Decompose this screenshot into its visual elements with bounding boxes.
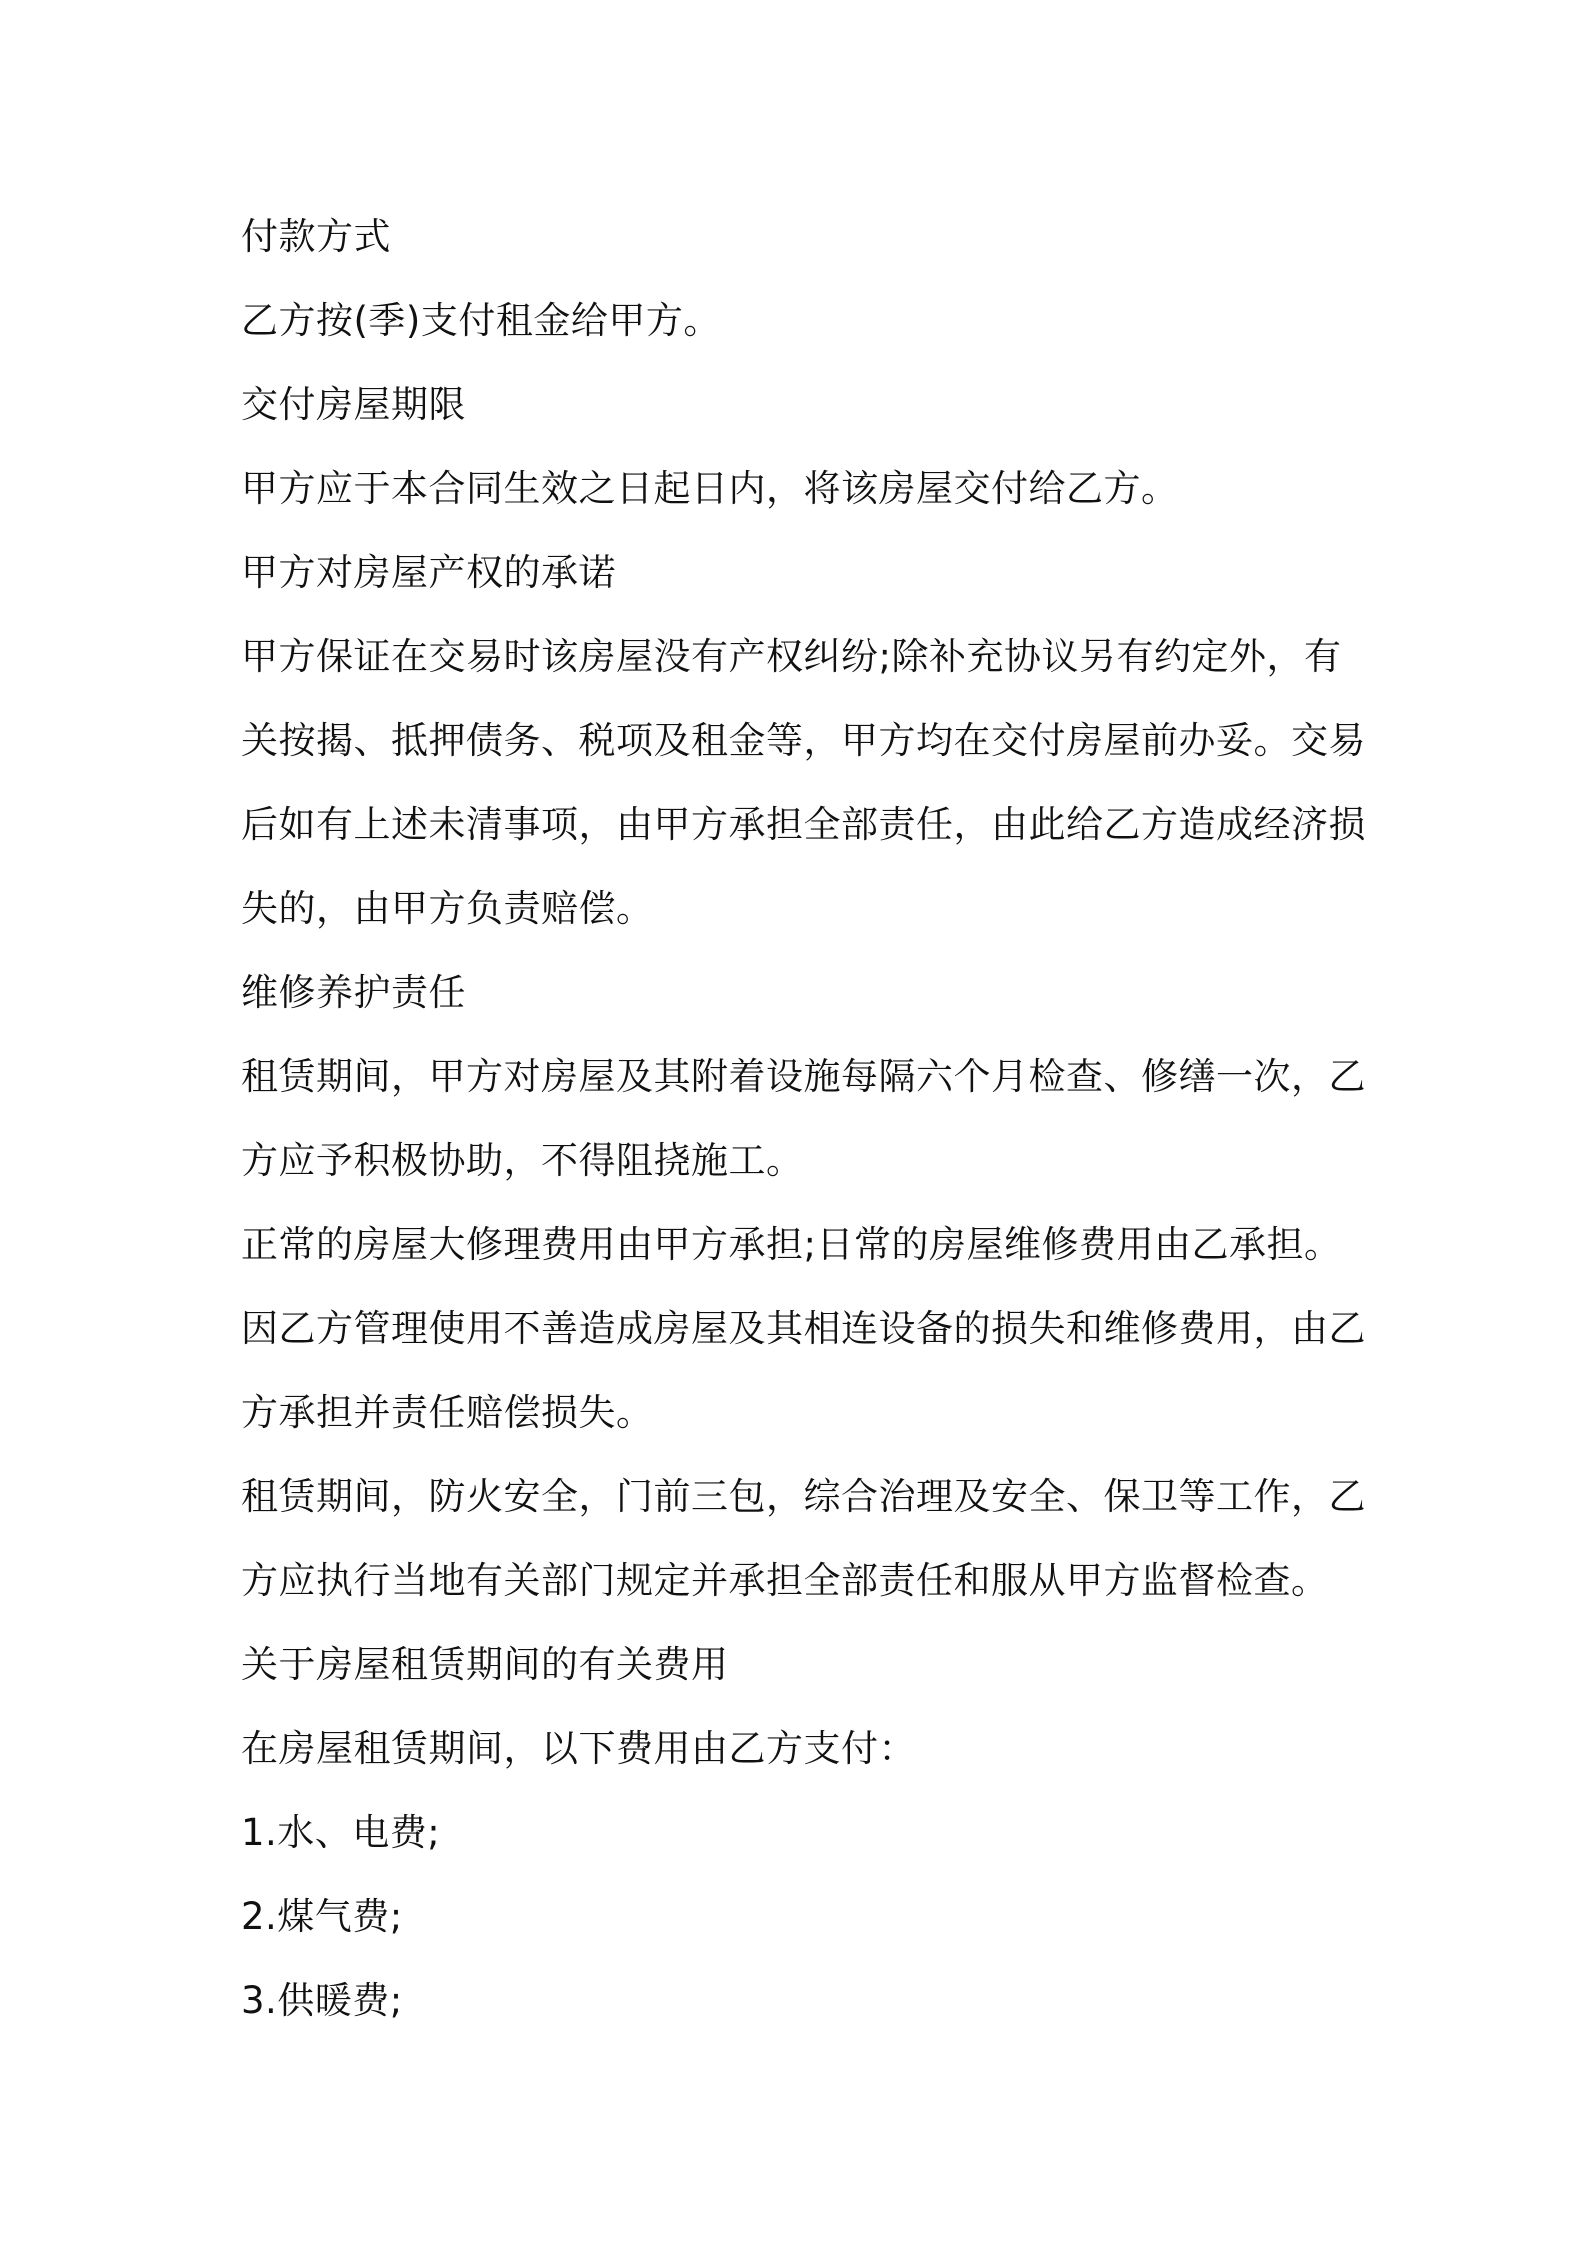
paragraph-line: 乙方按(季)支付租金给甲方。	[241, 299, 721, 342]
list-item: 2.煤气费;	[241, 1895, 403, 1938]
paragraph-line: 在房屋租赁期间，以下费用由乙方支付：	[241, 1727, 916, 1770]
paragraph-line: 因乙方管理使用不善造成房屋及其相连设备的损失和维修费用，由乙	[241, 1307, 1366, 1350]
paragraph-line: 甲方保证在交易时该房屋没有产权纠纷;除补充协议另有约定外，有	[241, 635, 1342, 678]
paragraph-line: 失的，由甲方负责赔偿。	[241, 887, 654, 930]
section-heading-payment-method: 付款方式	[241, 215, 391, 258]
document-body	[241, 195, 1366, 2043]
list-item: 3.供暖费;	[241, 1979, 403, 2022]
paragraph-line: 后如有上述未清事项，由甲方承担全部责任，由此给乙方造成经济损	[241, 803, 1366, 846]
paragraph-line: 正常的房屋大修理费用由甲方承担;日常的房屋维修费用由乙承担。	[241, 1223, 1342, 1266]
paragraph-line: 关按揭、抵押债务、税项及租金等，甲方均在交付房屋前办妥。交易	[241, 719, 1366, 762]
paragraph-line: 方承担并责任赔偿损失。	[241, 1391, 654, 1434]
paragraph-line: 方应予积极协助，不得阻挠施工。	[241, 1139, 804, 1182]
list-item: 1.水、电费;	[241, 1811, 441, 1854]
paragraph-line: 租赁期间，防火安全，门前三包，综合治理及安全、保卫等工作，乙	[241, 1475, 1366, 1518]
paragraph-line: 方应执行当地有关部门规定并承担全部责任和服从甲方监督检查。	[241, 1559, 1329, 1602]
section-heading-maintenance: 维修养护责任	[241, 971, 466, 1014]
section-heading-property-rights: 甲方对房屋产权的承诺	[241, 551, 616, 594]
section-heading-delivery-period: 交付房屋期限	[241, 383, 466, 426]
paragraph-line: 甲方应于本合同生效之日起日内，将该房屋交付给乙方。	[241, 467, 1179, 510]
section-heading-fees: 关于房屋租赁期间的有关费用	[241, 1643, 729, 1686]
paragraph-line: 租赁期间，甲方对房屋及其附着设施每隔六个月检查、修缮一次，乙	[241, 1055, 1366, 1098]
